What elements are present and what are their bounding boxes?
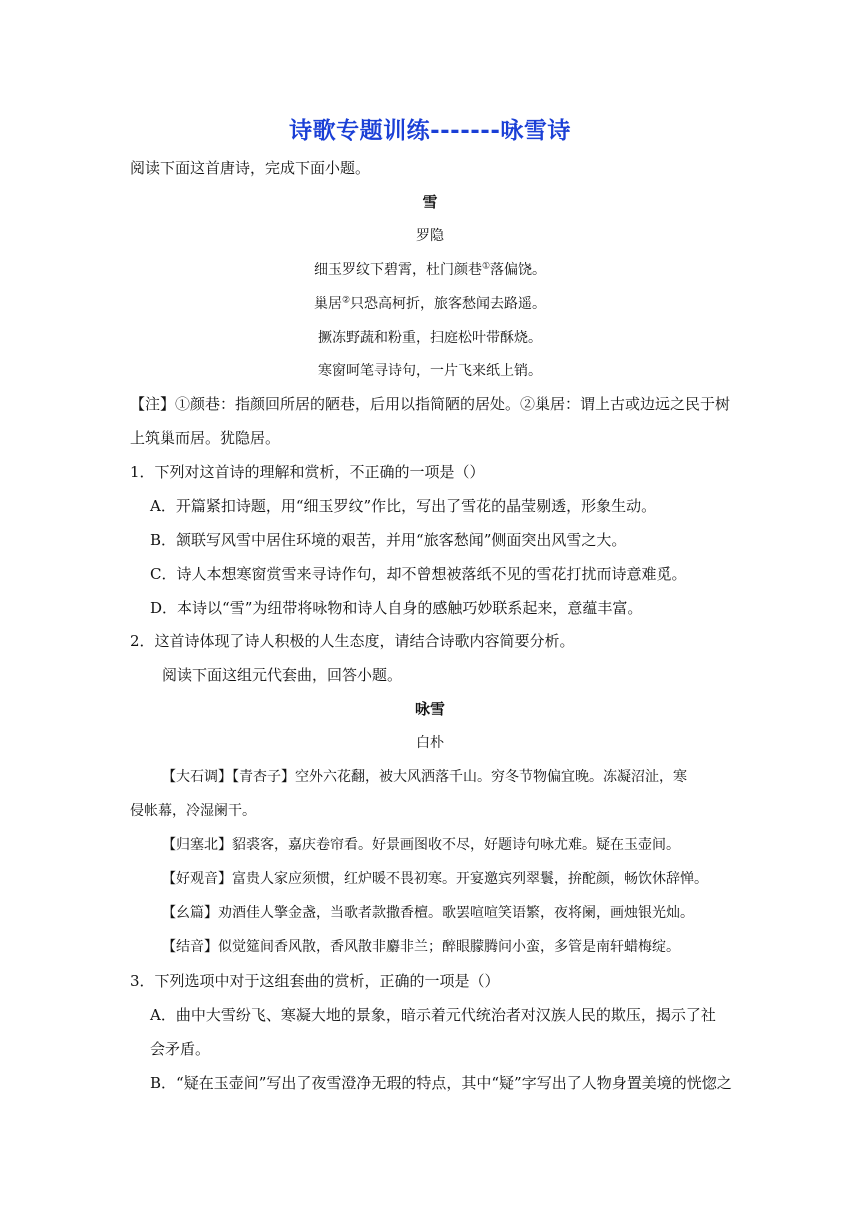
poem2-title: 咏雪	[414, 700, 445, 718]
question-1-stem: 1．下列对这首诗的理解和赏析，不正确的一项是（）	[130, 463, 485, 481]
question-3-option-a-line-1: A．曲中大雪纷飞、寒凝大地的景象，暗示着元代统治者对汉族人民的欺压，揭示了社	[150, 1006, 716, 1024]
question-1-option-d: D．本诗以“雪”为纽带将咏物和诗人自身的感触巧妙联系起来，意蕴丰富。	[150, 599, 643, 617]
poem1-author: 罗隐	[416, 228, 444, 244]
question-3-stem: 3．下列选项中对于这组套曲的赏析，正确的一项是（）	[130, 972, 500, 990]
poem1-line-3: 撅冻野蔬和粉重，扫庭松叶带酥烧。	[318, 330, 542, 346]
poem2-paragraph-5: 【结音】似觉筵间香风散，香风散非麝非兰；醉眼朦腾问小蛮，多管是南轩蜡梅绽。	[162, 939, 680, 955]
question-2-stem: 2．这首诗体现了诗人积极的人生态度，请结合诗歌内容简要分析。	[130, 632, 575, 650]
poem2-paragraph-4: 【幺篇】劝酒佳人擎金盏，当歌者款撒香檀。歌罢喧喧笑语繁，夜将阑，画烛银光灿。	[162, 905, 694, 921]
poem2-paragraph-2: 【归塞北】貂裘客，嘉庆卷帘看。好景画图收不尽，好题诗句咏尤难。疑在玉壶间。	[162, 837, 680, 853]
question-1-option-a: A．开篇紧扣诗题，用“细玉罗纹”作比，写出了雪花的晶莹剔透，形象生动。	[150, 497, 657, 515]
poem1-line-2: 巢居②只恐高柯折，旅客愁闻去路遥。	[313, 295, 547, 312]
poem2-paragraph-1-line-2: 侵帐幕，冷湿阑干。	[130, 803, 256, 819]
poem1-note-line-2: 上筑巢而居。犹隐居。	[130, 429, 281, 447]
poem1-title: 雪	[422, 193, 438, 211]
poem1-note-line-1: 【注】①颜巷：指颜回所居的陋巷，后用以指简陋的居处。②巢居：谓上古或边远之民于树	[130, 395, 731, 413]
question-1-option-b: B．颔联写风雪中居住环境的艰苦，并用“旅客愁闻”侧面突出风雪之大。	[150, 531, 627, 549]
page-title: 诗歌专题训练-------咏雪诗	[289, 118, 571, 144]
poem2-paragraph-3: 【好观音】富贵人家应须惯，红炉暖不畏初寒。开宴邀宾列翠鬟，拚酡颜，畅饮休辞惮。	[162, 871, 708, 887]
poem2-paragraph-1-line-1: 【大石调】【青杏子】空外六花翻，被大风洒落千山。穷冬节物偏宜晚。冻凝沼沚，寒	[162, 769, 687, 785]
intro-instruction-2: 阅读下面这组元代套曲，回答小题。	[162, 666, 403, 684]
intro-instruction-1: 阅读下面这首唐诗，完成下面小题。	[130, 159, 371, 177]
poem1-line-4: 寒窗呵笔寻诗句，一片飞来纸上销。	[318, 363, 542, 379]
poem1-line-1: 细玉罗纹下碧霄，杜门颜巷①落偏饶。	[313, 261, 547, 278]
question-1-option-c: C．诗人本想寒窗赏雪来寻诗作句，却不曾想被落纸不见的雪花打扰而诗意难觅。	[150, 565, 687, 583]
question-3-option-b-line-1: B．“疑在玉壶间”写出了夜雪澄净无瑕的特点，其中“疑”字写出了人物身置美境的恍惚之	[150, 1074, 732, 1092]
poem2-author: 白朴	[416, 735, 444, 751]
question-3-option-a-line-2: 会矛盾。	[150, 1040, 211, 1058]
